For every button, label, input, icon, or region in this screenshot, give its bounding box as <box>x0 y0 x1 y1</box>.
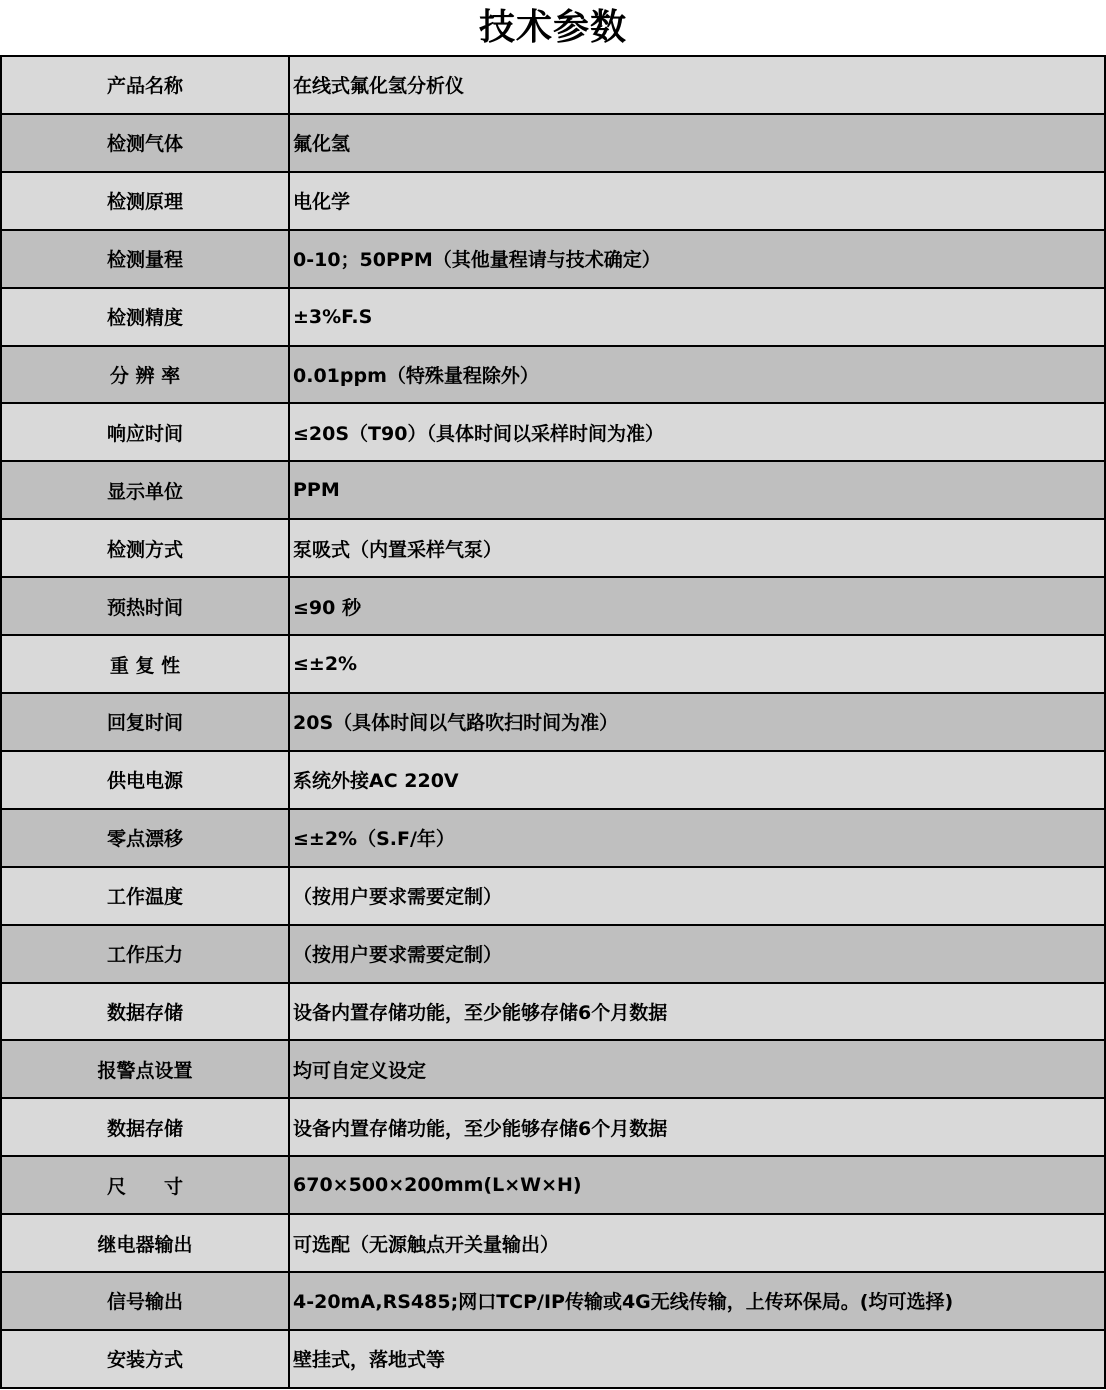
table-row <box>1 1214 1105 1272</box>
table-row <box>1 461 1105 519</box>
table-row <box>1 288 1105 346</box>
table-row <box>1 751 1105 809</box>
table-row <box>1 635 1105 693</box>
row-value: ≤20S（T90）（具体时间以采样时间为准） <box>289 403 1105 461</box>
spec-table-body <box>1 56 1105 1388</box>
row-value: 设备内置存储功能，至少能够存储6个月数据 <box>289 1098 1105 1156</box>
table-row <box>1 809 1105 867</box>
row-value: （按用户要求需要定制） <box>289 925 1105 983</box>
row-label: 检测原理 <box>1 172 289 230</box>
row-value: PPM <box>289 461 1105 519</box>
table-row <box>1 114 1105 172</box>
row-value: 670×500×200mm(L×W×H) <box>289 1156 1105 1214</box>
row-value: ±3%F.S <box>289 288 1105 346</box>
table-row <box>1 1040 1105 1098</box>
row-label: 供电电源 <box>1 751 289 809</box>
row-label: 工作温度 <box>1 867 289 925</box>
row-value: 泵吸式（内置采样气泵） <box>289 519 1105 577</box>
row-value: 壁挂式，落地式等 <box>289 1330 1105 1388</box>
row-label: 继电器输出 <box>1 1214 289 1272</box>
table-row <box>1 1272 1105 1330</box>
row-value: 均可自定义设定 <box>289 1040 1105 1098</box>
row-label: 工作压力 <box>1 925 289 983</box>
table-row <box>1 925 1105 983</box>
row-value: ≤90 秒 <box>289 577 1105 635</box>
row-label: 检测精度 <box>1 288 289 346</box>
table-row <box>1 346 1105 404</box>
row-label: 数据存储 <box>1 983 289 1041</box>
row-label: 检测量程 <box>1 230 289 288</box>
row-value: ≤±2%（S.F/年） <box>289 809 1105 867</box>
row-label: 分 辨 率 <box>1 346 289 404</box>
table-row <box>1 172 1105 230</box>
table-row <box>1 693 1105 751</box>
row-label: 零点漂移 <box>1 809 289 867</box>
row-value: 在线式氟化氢分析仪 <box>289 56 1105 114</box>
table-row <box>1 867 1105 925</box>
row-value: 可选配（无源触点开关量输出） <box>289 1214 1105 1272</box>
row-label: 产品名称 <box>1 56 289 114</box>
spec-table <box>0 55 1106 1389</box>
row-value: ≤±2% <box>289 635 1105 693</box>
table-row <box>1 983 1105 1041</box>
row-label: 检测方式 <box>1 519 289 577</box>
page-title: 技术参数 <box>478 7 627 48</box>
row-label: 信号输出 <box>1 1272 289 1330</box>
table-row <box>1 1330 1105 1388</box>
row-label: 数据存储 <box>1 1098 289 1156</box>
row-value: 4-20mA,RS485;网口TCP/IP传输或4G无线传输，上传环保局。(均可选择) <box>289 1272 1105 1330</box>
row-label: 预热时间 <box>1 577 289 635</box>
row-label: 报警点设置 <box>1 1040 289 1098</box>
row-label: 尺 寸 <box>1 1156 289 1214</box>
table-row <box>1 1098 1105 1156</box>
table-row <box>1 56 1105 114</box>
row-label: 安装方式 <box>1 1330 289 1388</box>
row-value: 0-10；50PPM（其他量程请与技术确定） <box>289 230 1105 288</box>
row-label: 回复时间 <box>1 693 289 751</box>
row-value: 系统外接AC 220V <box>289 751 1105 809</box>
row-value: 氟化氢 <box>289 114 1105 172</box>
table-row <box>1 403 1105 461</box>
row-value: 设备内置存储功能，至少能够存储6个月数据 <box>289 983 1105 1041</box>
row-value: 电化学 <box>289 172 1105 230</box>
row-value: 0.01ppm（特殊量程除外） <box>289 346 1105 404</box>
table-row <box>1 577 1105 635</box>
row-label: 响应时间 <box>1 403 289 461</box>
row-value: 20S（具体时间以气路吹扫时间为准） <box>289 693 1105 751</box>
row-label: 检测气体 <box>1 114 289 172</box>
table-row <box>1 1156 1105 1214</box>
table-row <box>1 230 1105 288</box>
table-row <box>1 519 1105 577</box>
row-label: 显示单位 <box>1 461 289 519</box>
row-value: （按用户要求需要定制） <box>289 867 1105 925</box>
row-label: 重 复 性 <box>1 635 289 693</box>
